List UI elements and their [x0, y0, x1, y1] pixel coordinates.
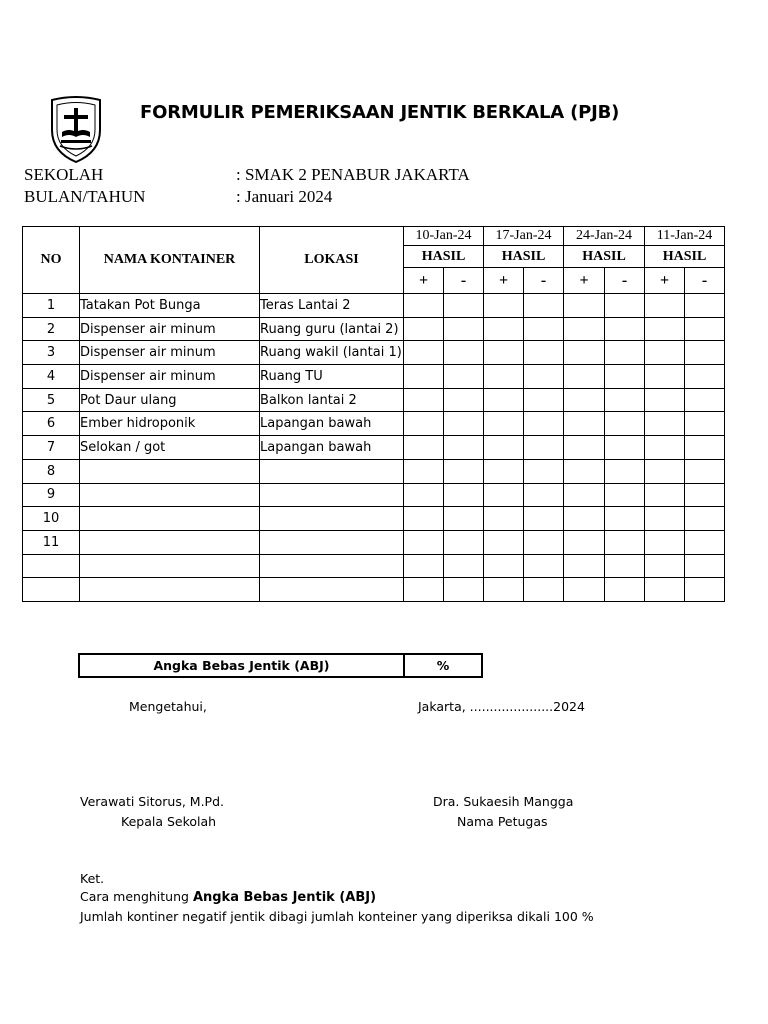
result-plus-cell[interactable] — [645, 341, 685, 365]
school-value: : SMAK 2 PENABUR JAKARTA — [236, 165, 470, 184]
result-minus-cell[interactable] — [524, 459, 564, 483]
principal-role: Kepala Sekolah — [121, 814, 217, 829]
row-number: 8 — [23, 459, 80, 483]
result-minus-cell[interactable] — [605, 317, 645, 341]
result-minus-cell[interactable] — [685, 365, 725, 389]
container-name-cell: Ember hidroponik — [80, 412, 260, 436]
container-name-cell — [80, 554, 260, 578]
result-minus-cell[interactable] — [685, 459, 725, 483]
result-minus-cell[interactable] — [444, 507, 484, 531]
row-number: 9 — [23, 483, 80, 507]
result-plus-cell[interactable] — [645, 365, 685, 389]
result-minus-cell[interactable] — [685, 388, 725, 412]
result-minus-cell[interactable] — [444, 388, 484, 412]
result-plus-cell[interactable] — [484, 436, 524, 460]
header-minus: - — [685, 268, 725, 294]
header-result-1: HASIL — [404, 246, 484, 268]
result-plus-cell[interactable] — [404, 554, 444, 578]
left-signature-heading: Mengetahui, — [129, 699, 207, 714]
header-no: NO — [23, 227, 80, 294]
note-abj-term: Angka Bebas Jentik (ABJ) — [192, 890, 377, 905]
header-result-2: HASIL — [484, 246, 564, 268]
location-cell: Balkon lantai 2 — [260, 388, 404, 412]
note-line-1 — [80, 889, 376, 905]
row-number: 5 — [23, 388, 80, 412]
container-name-cell — [80, 530, 260, 554]
header-minus: - — [524, 268, 564, 294]
result-plus-cell[interactable] — [484, 365, 524, 389]
result-minus-cell[interactable] — [524, 412, 564, 436]
result-minus-cell[interactable] — [444, 530, 484, 554]
result-minus-cell[interactable] — [685, 483, 725, 507]
container-name-cell — [80, 578, 260, 602]
result-plus-cell[interactable] — [564, 294, 605, 318]
school-info-row — [24, 165, 470, 185]
result-plus-cell[interactable] — [404, 578, 444, 602]
table-row — [23, 507, 725, 531]
result-minus-cell[interactable] — [444, 341, 484, 365]
location-cell — [260, 530, 404, 554]
table-row — [23, 554, 725, 578]
page-title: FORMULIR PEMERIKSAAN JENTIK BERKALA (PJB) — [140, 102, 620, 123]
school-label: SEKOLAH — [24, 165, 104, 184]
month-info-row — [24, 187, 333, 207]
header-location: LOKASI — [260, 227, 404, 294]
result-minus-cell[interactable] — [605, 578, 645, 602]
row-number: 11 — [23, 530, 80, 554]
result-plus-cell[interactable] — [484, 554, 524, 578]
result-minus-cell[interactable] — [444, 483, 484, 507]
result-plus-cell[interactable] — [645, 436, 685, 460]
container-name-cell — [80, 483, 260, 507]
result-minus-cell[interactable] — [444, 554, 484, 578]
result-plus-cell[interactable] — [564, 365, 605, 389]
note-line-2: Jumlah kontiner negatif jentik dibagi jumlah konteiner yang diperiksa dikali 100 % — [80, 909, 594, 924]
result-minus-cell[interactable] — [524, 294, 564, 318]
container-name-cell — [80, 459, 260, 483]
result-minus-cell[interactable] — [605, 294, 645, 318]
row-number: 6 — [23, 412, 80, 436]
result-plus-cell[interactable] — [484, 507, 524, 531]
table-row — [23, 412, 725, 436]
abj-value-cell[interactable]: % — [436, 658, 450, 673]
result-plus-cell[interactable] — [564, 388, 605, 412]
result-plus-cell[interactable] — [484, 317, 524, 341]
row-number: 2 — [23, 317, 80, 341]
result-minus-cell[interactable] — [605, 436, 645, 460]
result-minus-cell[interactable] — [444, 436, 484, 460]
result-plus-cell[interactable] — [404, 436, 444, 460]
abj-box — [78, 653, 483, 678]
result-plus-cell[interactable] — [564, 341, 605, 365]
result-plus-cell[interactable] — [484, 459, 524, 483]
result-plus-cell[interactable] — [484, 294, 524, 318]
result-minus-cell[interactable] — [524, 578, 564, 602]
table-row — [23, 578, 725, 602]
table-row — [23, 317, 725, 341]
result-minus-cell[interactable] — [685, 530, 725, 554]
result-plus-cell[interactable] — [564, 530, 605, 554]
result-minus-cell[interactable] — [605, 341, 645, 365]
header-minus: - — [605, 268, 645, 294]
table-row — [23, 530, 725, 554]
result-plus-cell[interactable] — [645, 412, 685, 436]
row-number — [23, 554, 80, 578]
result-plus-cell[interactable] — [645, 317, 685, 341]
result-plus-cell[interactable] — [564, 578, 605, 602]
result-plus-cell[interactable] — [484, 388, 524, 412]
result-minus-cell[interactable] — [444, 412, 484, 436]
table-row — [23, 483, 725, 507]
result-plus-cell[interactable] — [645, 507, 685, 531]
header-date-2: 17-Jan-24 — [484, 227, 564, 246]
result-minus-cell[interactable] — [444, 578, 484, 602]
row-number: 7 — [23, 436, 80, 460]
container-name-cell — [80, 507, 260, 531]
result-plus-cell[interactable] — [404, 530, 444, 554]
header-plus: + — [564, 268, 605, 294]
location-cell: Teras Lantai 2 — [260, 294, 404, 318]
result-minus-cell[interactable] — [524, 365, 564, 389]
result-minus-cell[interactable] — [605, 554, 645, 578]
result-plus-cell[interactable] — [484, 483, 524, 507]
container-name-cell: Dispenser air minum — [80, 317, 260, 341]
note-heading: Ket. — [80, 871, 105, 886]
result-plus-cell[interactable] — [404, 365, 444, 389]
header-result-4: HASIL — [645, 246, 725, 268]
note-line-1-text: Cara menghitung — [80, 889, 193, 904]
row-number: 4 — [23, 365, 80, 389]
container-name-cell: Pot Daur ulang — [80, 388, 260, 412]
result-plus-cell[interactable] — [404, 317, 444, 341]
result-minus-cell[interactable] — [524, 554, 564, 578]
row-number: 10 — [23, 507, 80, 531]
table-row — [23, 365, 725, 389]
result-plus-cell[interactable] — [484, 578, 524, 602]
result-minus-cell[interactable] — [605, 412, 645, 436]
result-minus-cell[interactable] — [685, 507, 725, 531]
result-plus-cell[interactable] — [564, 483, 605, 507]
result-minus-cell[interactable] — [524, 317, 564, 341]
header-date-3: 24-Jan-24 — [564, 227, 645, 246]
location-cell: Ruang guru (lantai 2) — [260, 317, 404, 341]
right-signature-heading: Jakarta, .....................2024 — [418, 699, 585, 714]
month-value: : Januari 2024 — [236, 187, 333, 206]
result-minus-cell[interactable] — [444, 365, 484, 389]
result-plus-cell[interactable] — [564, 412, 605, 436]
container-name-cell: Tatakan Pot Bunga — [80, 294, 260, 318]
school-crest-logo — [48, 96, 104, 164]
result-minus-cell[interactable] — [685, 554, 725, 578]
header-plus: + — [484, 268, 524, 294]
header-plus: + — [404, 268, 444, 294]
result-plus-cell[interactable] — [404, 483, 444, 507]
result-minus-cell[interactable] — [524, 341, 564, 365]
table-row — [23, 459, 725, 483]
location-cell — [260, 483, 404, 507]
result-plus-cell[interactable] — [484, 412, 524, 436]
result-plus-cell[interactable] — [645, 554, 685, 578]
location-cell — [260, 578, 404, 602]
result-plus-cell[interactable] — [404, 388, 444, 412]
result-minus-cell[interactable] — [605, 483, 645, 507]
result-plus-cell[interactable] — [645, 530, 685, 554]
result-minus-cell[interactable] — [685, 412, 725, 436]
header-container: NAMA KONTAINER — [80, 227, 260, 294]
result-minus-cell[interactable] — [444, 459, 484, 483]
result-plus-cell[interactable] — [645, 459, 685, 483]
result-plus-cell[interactable] — [645, 294, 685, 318]
header-date-1: 10-Jan-24 — [404, 227, 484, 246]
result-plus-cell[interactable] — [564, 459, 605, 483]
header-minus: - — [444, 268, 484, 294]
result-plus-cell[interactable] — [404, 294, 444, 318]
result-minus-cell[interactable] — [524, 530, 564, 554]
result-plus-cell[interactable] — [484, 341, 524, 365]
result-minus-cell[interactable] — [605, 365, 645, 389]
result-minus-cell[interactable] — [685, 578, 725, 602]
principal-name: Verawati Sitorus, M.Pd. — [80, 794, 224, 809]
result-minus-cell[interactable] — [524, 388, 564, 412]
result-plus-cell[interactable] — [484, 530, 524, 554]
inspection-table — [22, 226, 725, 602]
result-plus-cell[interactable] — [645, 388, 685, 412]
row-number — [23, 578, 80, 602]
result-plus-cell[interactable] — [564, 317, 605, 341]
result-minus-cell[interactable] — [444, 317, 484, 341]
month-label: BULAN/TAHUN — [24, 187, 146, 206]
result-minus-cell[interactable] — [605, 530, 645, 554]
abj-label: Angka Bebas Jentik (ABJ) — [80, 655, 405, 676]
result-plus-cell[interactable] — [404, 412, 444, 436]
location-cell: Lapangan bawah — [260, 436, 404, 460]
container-name-cell: Dispenser air minum — [80, 341, 260, 365]
result-minus-cell[interactable] — [605, 507, 645, 531]
header-result-3: HASIL — [564, 246, 645, 268]
header-date-4: 11-Jan-24 — [645, 227, 725, 246]
result-minus-cell[interactable] — [524, 483, 564, 507]
row-number: 3 — [23, 341, 80, 365]
row-number: 1 — [23, 294, 80, 318]
officer-name: Dra. Sukaesih Mangga — [433, 794, 574, 809]
table-row — [23, 341, 725, 365]
result-minus-cell[interactable] — [685, 317, 725, 341]
table-row — [23, 436, 725, 460]
table-row — [23, 294, 725, 318]
result-plus-cell[interactable] — [645, 483, 685, 507]
result-plus-cell[interactable] — [564, 436, 605, 460]
result-plus-cell[interactable] — [645, 578, 685, 602]
result-minus-cell[interactable] — [605, 388, 645, 412]
result-minus-cell[interactable] — [685, 436, 725, 460]
location-cell: Lapangan bawah — [260, 412, 404, 436]
location-cell — [260, 459, 404, 483]
result-plus-cell[interactable] — [404, 341, 444, 365]
officer-role: Nama Petugas — [457, 814, 548, 829]
result-minus-cell[interactable] — [524, 436, 564, 460]
location-cell: Ruang TU — [260, 365, 404, 389]
location-cell: Ruang wakil (lantai 1) — [260, 341, 404, 365]
result-minus-cell[interactable] — [685, 341, 725, 365]
result-plus-cell[interactable] — [564, 554, 605, 578]
location-cell — [260, 554, 404, 578]
table-row — [23, 388, 725, 412]
result-plus-cell[interactable] — [564, 507, 605, 531]
result-minus-cell[interactable] — [605, 459, 645, 483]
location-cell — [260, 507, 404, 531]
container-name-cell: Dispenser air minum — [80, 365, 260, 389]
result-minus-cell[interactable] — [685, 294, 725, 318]
result-minus-cell[interactable] — [444, 294, 484, 318]
result-plus-cell[interactable] — [404, 507, 444, 531]
header-plus: + — [645, 268, 685, 294]
result-plus-cell[interactable] — [404, 459, 444, 483]
result-minus-cell[interactable] — [524, 507, 564, 531]
container-name-cell: Selokan / got — [80, 436, 260, 460]
